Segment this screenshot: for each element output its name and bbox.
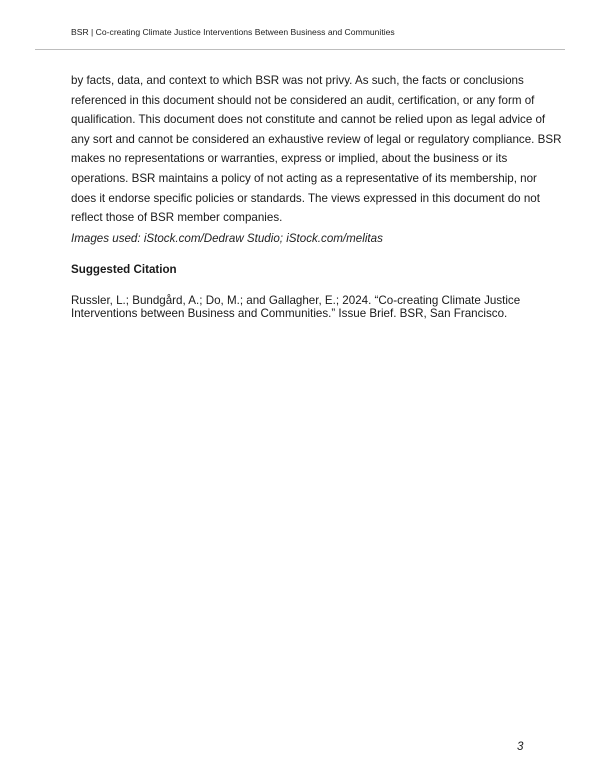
disclaimer-line: any sort and cannot be considered an exhaustive review of legal or regulatory compliance. BSR (71, 132, 562, 146)
page-number: 3 (517, 740, 524, 753)
citation-line: Interventions between Business and Communities.” Issue Brief. BSR, San Francisco. (71, 307, 508, 321)
disclaimer-line: qualification. This document does not constitute and cannot be relied upon as legal advice of (71, 113, 546, 127)
disclaimer-line: does it endorse specific policies or standards. The views expressed in this document do not (71, 191, 540, 205)
header-divider (35, 49, 565, 50)
disclaimer-line: makes no representations or warranties, express or implied, about the business or its (71, 152, 508, 166)
disclaimer-line: referenced in this document should not be considered an audit, certification, or any form of (71, 93, 535, 107)
citation-text (71, 294, 531, 321)
citation-heading: Suggested Citation (71, 263, 177, 276)
disclaimer-line: operations. BSR maintains a policy of not acting as a representative of its membership, nor (71, 171, 537, 185)
images-credit: Images used: iStock.com/Dedraw Studio; iStock.com/melitas (71, 232, 383, 245)
disclaimer-paragraph (71, 71, 562, 228)
disclaimer-line: by facts, data, and context to which BSR was not privy. As such, the facts or conclusions (71, 74, 524, 87)
running-header: BSR | Co-creating Climate Justice Interventions Between Business and Communities (71, 27, 395, 37)
disclaimer-line: reflect those of BSR member companies. (71, 211, 283, 225)
citation-line: Russler, L.; Bundgård, A.; Do, M.; and Gallagher, E.; 2024. “Co-creating Climate Justice (71, 294, 521, 307)
